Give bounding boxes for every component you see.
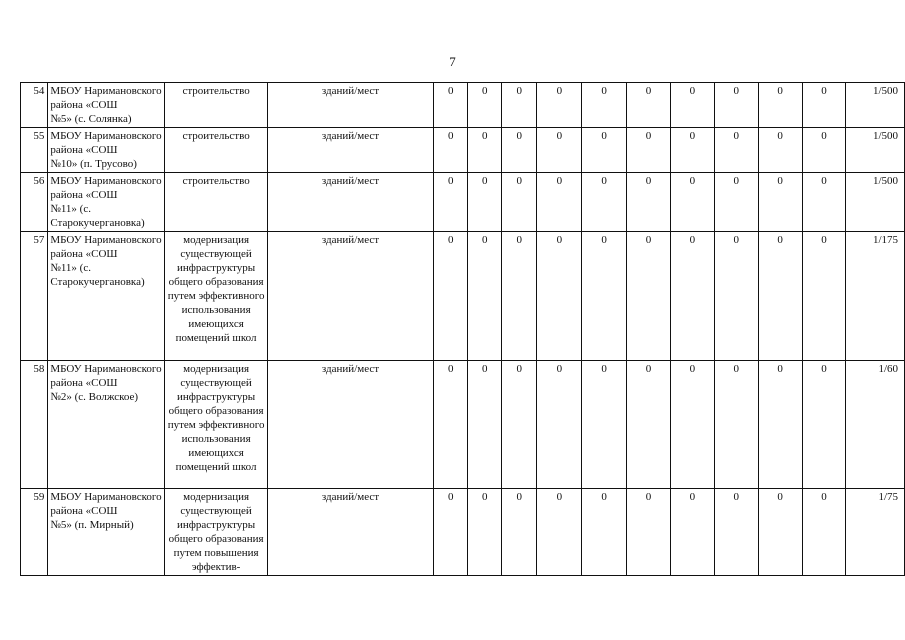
value-cell: 0 [758,361,802,489]
value-cell: 0 [714,173,758,232]
row-number-cell: 57 [21,232,48,361]
value-cell: 0 [537,232,582,361]
value-cell: 0 [758,173,802,232]
value-cell: 0 [502,173,537,232]
value-cell: 0 [582,128,627,173]
value-cell: 0 [802,232,846,361]
value-cell: 0 [537,83,582,128]
value-cell: 0 [468,232,502,361]
table-row [21,361,905,489]
value-cell: 0 [468,489,502,576]
table-row [21,83,905,128]
activity-cell: строительство [165,173,268,232]
value-cell: 0 [627,173,671,232]
value-cell: 0 [502,489,537,576]
capacity-cell: 1/60 [846,361,905,489]
value-cell: 0 [627,489,671,576]
value-cell: 0 [714,489,758,576]
value-cell: 0 [434,361,468,489]
value-cell: 0 [502,128,537,173]
value-cell: 0 [758,232,802,361]
unit-cell: зданий/мест [267,83,433,128]
value-cell: 0 [670,361,714,489]
capacity-cell: 1/500 [846,128,905,173]
row-number-cell: 54 [21,83,48,128]
value-cell: 0 [802,361,846,489]
value-cell: 0 [502,83,537,128]
table-row [21,128,905,173]
activity-cell: модернизация существующей инфраструктуры общего образования путем эффективного использования имеющихся помещений школ [165,361,268,489]
value-cell: 0 [434,83,468,128]
value-cell: 0 [537,489,582,576]
value-cell: 0 [758,83,802,128]
row-number-cell: 56 [21,173,48,232]
value-cell: 0 [670,232,714,361]
value-cell: 0 [714,232,758,361]
unit-cell: зданий/мест [267,232,433,361]
table-row [21,232,905,361]
value-cell: 0 [434,173,468,232]
value-cell: 0 [627,83,671,128]
table-row [21,173,905,232]
activity-cell: строительство [165,128,268,173]
value-cell: 0 [502,361,537,489]
value-cell: 0 [758,489,802,576]
program-table [20,82,905,576]
value-cell: 0 [468,83,502,128]
value-cell: 0 [582,361,627,489]
value-cell: 0 [627,128,671,173]
value-cell: 0 [714,128,758,173]
row-number-cell: 55 [21,128,48,173]
value-cell: 0 [714,361,758,489]
value-cell: 0 [802,83,846,128]
value-cell: 0 [537,361,582,489]
school-name-cell: МБОУ Наримановского района «СОШ №10» (п. Трусово) [48,128,165,173]
school-name-cell: МБОУ Наримановского района «СОШ №5» (с. Солянка) [48,83,165,128]
row-number-cell: 59 [21,489,48,576]
school-name-cell: МБОУ Наримановского района «СОШ №11» (с. Старокучергановка) [48,232,165,361]
value-cell: 0 [537,128,582,173]
value-cell: 0 [434,489,468,576]
value-cell: 0 [670,489,714,576]
value-cell: 0 [627,232,671,361]
value-cell: 0 [802,128,846,173]
school-name-cell: МБОУ Наримановского района «СОШ №2» (с. Волжское) [48,361,165,489]
value-cell: 0 [582,232,627,361]
capacity-cell: 1/500 [846,83,905,128]
capacity-cell: 1/500 [846,173,905,232]
value-cell: 0 [502,232,537,361]
value-cell: 0 [434,232,468,361]
value-cell: 0 [802,489,846,576]
value-cell: 0 [468,361,502,489]
school-name-cell: МБОУ Наримановского района «СОШ №5» (п. Мирный) [48,489,165,576]
school-name-cell: МБОУ Наримановского района «СОШ №11» (с. Старокучергановка) [48,173,165,232]
value-cell: 0 [670,83,714,128]
capacity-cell: 1/75 [846,489,905,576]
value-cell: 0 [468,128,502,173]
activity-cell: строительство [165,83,268,128]
value-cell: 0 [714,83,758,128]
unit-cell: зданий/мест [267,361,433,489]
unit-cell: зданий/мест [267,489,433,576]
row-number-cell: 58 [21,361,48,489]
value-cell: 0 [582,489,627,576]
capacity-cell: 1/175 [846,232,905,361]
value-cell: 0 [758,128,802,173]
page-number: 7 [449,54,456,69]
activity-cell: модернизация существующей инфраструктуры общего образования путем повышения эффектив- [165,489,268,576]
table-row [21,489,905,576]
value-cell: 0 [537,173,582,232]
value-cell: 0 [434,128,468,173]
value-cell: 0 [670,128,714,173]
value-cell: 0 [802,173,846,232]
unit-cell: зданий/мест [267,173,433,232]
program-table-wrapper [20,82,905,576]
activity-cell: модернизация существующей инфраструктуры общего образования путем эффективного использования имеющихся помещений школ [165,232,268,361]
value-cell: 0 [582,83,627,128]
value-cell: 0 [670,173,714,232]
value-cell: 0 [468,173,502,232]
value-cell: 0 [582,173,627,232]
value-cell: 0 [627,361,671,489]
unit-cell: зданий/мест [267,128,433,173]
